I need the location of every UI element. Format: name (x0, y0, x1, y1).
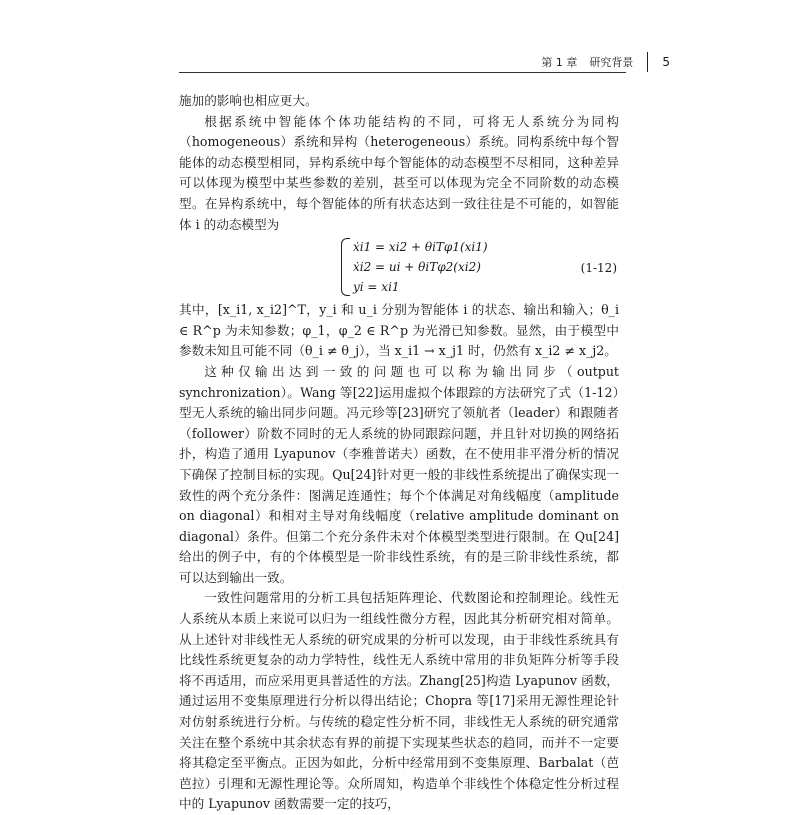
paragraph-4: 这种仅输出达到一致的问题也可以称为输出同步（output synchronization）。Wang 等[22]运用虚拟个体跟踪的方法研究了式（1-12）型无人系统的输出同步问题。冯元珍等[23]研究了领航者（leader）和跟随者（follower）阶数不同时的无人系统的协同跟踪问题，并且针对切换的网络拓扑，构造了通用 Lyapunov（李雅普诺夫）函数，在不使用非平滑分析的情况下确保了控制目标的实现。Qu[24]针对更一般的非线性系统提出了确保实现一致性的两个充分条件：图满足连通性；每个个体满足对角线幅度（amplitude on diagonal）和相对主导对角线幅度（relative amplitude dominant on diagonal）条件。但第二个充分条件未对个体模型类型进行限制。在 Qu[24]给出的例子中，有的个体模型是一阶非线性系统，有的是三阶非线性系统，都可以达到输出一致。 (179, 363, 619, 585)
header-divider (647, 52, 648, 72)
equation-brace (341, 238, 350, 296)
chapter-label: 第 1 章 (541, 56, 578, 69)
paragraph-5: 一致性问题常用的分析工具包括矩阵理论、代数图论和控制理论。线性无人系统从本质上来说可以归为一组线性微分方程，因此其分析研究相对简单。从上述针对非线性无人系统的研究成果的分析可以发现，由于非线性系统具有比线性系统更复杂的动力学特性，线性无人系统中常用的非负矩阵分析等手段将不再适用，而应采用更具普适性的方法。Zhang[25]构造 Lyapunov 函数，通过运用不变集原理进行分析以得出结论；Chopra 等[17]采用无源性理论针对仿射系统进行分析。与传统的稳定性分析不同，非线性无人系统的研究通常关注在整个系统中其余状态有界的前提下实现某些状态的趋同，而并不一定要将其稳定至平衡点。正因为如此，分析中经常用到不变集原理、Barbalat（芭芭拉）引理和无源性理论等。众所周知，构造单个非线性个体稳定性分析过程中的 Lyapunov 函数需要一定的技巧， (179, 590, 619, 812)
page-body (179, 91, 619, 815)
running-header (541, 50, 670, 74)
equation-line-2: ẋi2 = ui + θiTφ2(xi2) (353, 260, 481, 275)
paragraph-2: 根据系统中智能体个体功能结构的不同，可将无人系统分为同构（homogeneous）系统和异构（heterogeneous）系统。同构系统中每个智能体的动态模型相同，异构系统中每个智能体的动态模型不尽相同，这种差异可以体现为模型中某些参数的差别，甚至可以体现为完全不同阶数的动态模型。在异构系统中，每个智能体的所有状态达到一致往往是不可能的，如智能体 i 的动态模型为 (179, 113, 619, 232)
paragraph-1: 施加的影响也相应更大。 (179, 93, 318, 108)
page-number: 5 (662, 55, 670, 69)
equation-1-12 (179, 238, 619, 298)
paragraph-3: 其中，[x_i1, x_i2]^T，y_i 和 u_i 分别为智能体 i 的状态、输出和输入；θ_i ∈ R^p 为未知参数；φ_1，φ_2 ∈ R^p 为光滑已知参数。显然，由于模型中参数未知且可能不同（θ_i ≠ θ_j），当 x_i1 → x_j1 时，仍然有 x_i2 ≠ x_j2。 (179, 302, 619, 359)
equation-number: (1-12) (580, 261, 617, 276)
equation-line-1: ẋi1 = xi2 + θiTφ1(xi1) (353, 240, 488, 255)
section-title: 研究背景 (589, 56, 634, 69)
equation-line-3: yi = xi1 (353, 280, 400, 295)
header-rule (179, 72, 626, 73)
